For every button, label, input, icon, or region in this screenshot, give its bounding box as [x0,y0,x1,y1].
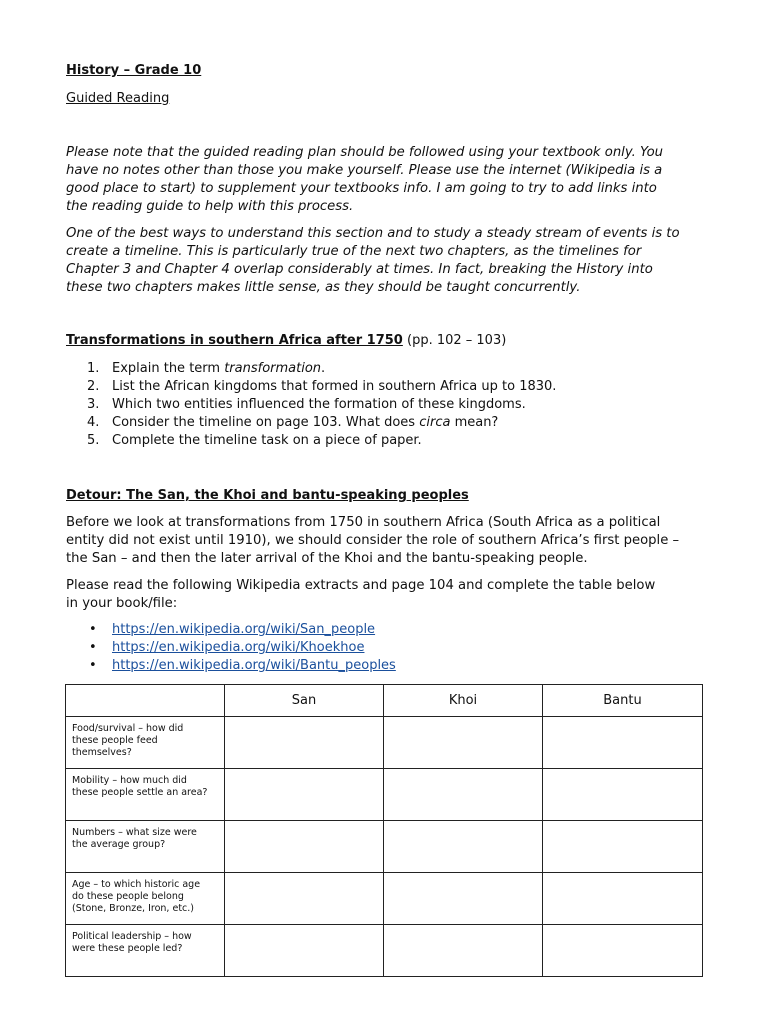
section-2-title: Detour: The San, the Khoi and bantu-speaking peoples [66,488,469,503]
section-2-p2-line: in your book/file: [66,596,178,611]
list-item: 3. Which two entities influenced the formation of these kingdoms. [87,397,526,412]
table-cell-bantu[interactable] [543,717,703,769]
row-label-numbers: Numbers – what size were the average group? [66,821,225,873]
table-cell-san[interactable] [225,821,384,873]
table-cell-khoi[interactable] [384,769,543,821]
intro-p1-line: have no notes other than those you make yourself. Please use the internet (Wikipedia is a [66,163,663,178]
table-row [66,717,703,769]
table-row [66,925,703,977]
list-item: 2. List the African kingdoms that formed in southern Africa up to 1830. [87,379,557,394]
section-2-heading [66,487,469,505]
table-cell-san[interactable] [225,873,384,925]
section-1-title: Transformations in southern Africa after 1750 [66,333,403,348]
table-cell-san[interactable] [225,925,384,977]
table-header-khoi: Khoi [384,685,543,717]
intro-p2-line: these two chapters makes little sense, as they should be taught concurrently. [66,280,581,295]
intro-p2-line: create a timeline. This is particularly true of the next two chapters, as the timelines for [66,244,642,259]
table-row [66,769,703,821]
list-item: 4. Consider the timeline on page 103. What does circa mean? [87,415,499,430]
table-cell-bantu[interactable] [543,925,703,977]
table-row [66,873,703,925]
list-item: 5. Complete the timeline task on a piece of paper. [87,433,422,448]
row-label-political-leadership: Political leadership – how were these people led? [66,925,225,977]
row-label-mobility: Mobility – how much did these people settle an area? [66,769,225,821]
wikipedia-link-list [66,621,396,675]
table-header-row [66,685,703,717]
section-1-heading [66,332,506,350]
section-2-p2-line: Please read the following Wikipedia extracts and page 104 and complete the table below [66,578,656,593]
document-subtitle: Guided Reading [66,91,170,106]
table-cell-khoi[interactable] [384,821,543,873]
bullet-icon: • [89,640,97,655]
list-item [66,639,396,657]
table-cell-san[interactable] [225,769,384,821]
table-cell-bantu[interactable] [543,873,703,925]
table-cell-khoi[interactable] [384,873,543,925]
section-1-question-list [66,360,556,450]
bullet-icon: • [89,658,97,673]
comparison-table [65,684,703,977]
link-bantu-peoples[interactable]: https://en.wikipedia.org/wiki/Bantu_peoples [112,658,396,673]
intro-p2-line: Chapter 3 and Chapter 4 overlap considerably at times. In fact, breaking the History into [66,262,653,277]
table-cell-khoi[interactable] [384,717,543,769]
section-2-paragraph-1 [66,514,706,568]
intro-p1-line: the reading guide to help with this process. [66,199,354,214]
link-san-people[interactable]: https://en.wikipedia.org/wiki/San_people [112,622,376,637]
list-item [66,621,396,639]
table-cell-bantu[interactable] [543,821,703,873]
link-khoekhoe[interactable]: https://en.wikipedia.org/wiki/Khoekhoe [112,640,365,655]
table-cell-bantu[interactable] [543,769,703,821]
table-header-bantu: Bantu [543,685,703,717]
table-header-san: San [225,685,384,717]
intro-paragraph-2 [66,225,706,297]
section-2-paragraph-2 [66,577,706,613]
table-row [66,821,703,873]
intro-paragraph-1 [66,144,706,216]
section-1-pages: (pp. 102 – 103) [402,333,507,348]
document-title: History – Grade 10 [66,63,202,78]
list-item [66,657,396,675]
row-label-age: Age – to which historic age do these people belong (Stone, Bronze, Iron, etc.) [66,873,225,925]
intro-p1-line: good place to start) to supplement your textbooks info. I am going to try to add links into [66,181,657,196]
table-cell-san[interactable] [225,717,384,769]
intro-p1-line: Please note that the guided reading plan should be followed using your textbook only. You [66,145,664,160]
table-header-empty [66,685,225,717]
list-item: 1. Explain the term transformation. [87,361,326,376]
row-label-food-survival: Food/survival – how did these people feed themselves? [66,717,225,769]
intro-p2-line: One of the best ways to understand this section and to study a steady stream of events is to [66,226,680,241]
section-2-p1-line: Before we look at transformations from 1750 in southern Africa (South Africa as a political [66,515,661,530]
bullet-icon: • [89,622,97,637]
table-cell-khoi[interactable] [384,925,543,977]
section-2-p1-line: entity did not exist until 1910), we should consider the role of southern Africa’s first people – [66,533,680,548]
section-2-p1-line: the San – and then the later arrival of the Khoi and the bantu-speaking people. [66,551,588,566]
